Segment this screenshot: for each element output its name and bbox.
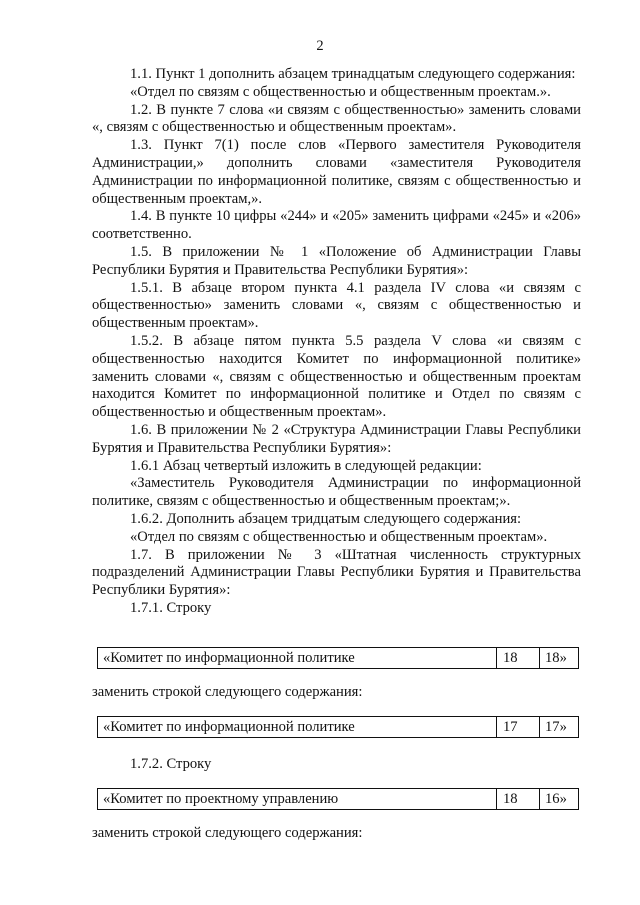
paragraph-1-1: 1.1. Пункт 1 дополнить абзацем тринадцатым следующего содержания: <box>130 66 576 82</box>
table-row <box>97 788 579 810</box>
row-value-cell: 16» <box>545 791 567 807</box>
row-value-cell: 18 <box>497 789 540 809</box>
paragraph-1-7-2: 1.7.2. Строку <box>130 756 212 772</box>
paragraph-1-5: 1.5. В приложении № 1 «Положение об Администрации Главы Республики Бурятия и Правительства Республики Бурятия»: <box>92 243 581 278</box>
row-value-cell: 18 <box>497 648 540 668</box>
row-value-cell: 17 <box>497 717 540 737</box>
table-row <box>97 716 579 738</box>
paragraph-1-6-2-quote: «Отдел по связям с общественностью и общественным проектам». <box>130 528 548 545</box>
row-value-cell: 18» <box>545 650 567 666</box>
table-row <box>97 647 579 669</box>
paragraph-1-3: 1.3. Пункт 7(1) после слов «Первого заместителя Руководителя Администрации,» дополнить словами «заместителя Руководителя Администрации по информационной политике, связям с общественностью и общественным проектам,». <box>92 137 581 207</box>
replace-text: заменить строкой следующего содержания: <box>92 825 363 841</box>
paragraph-1-1-quote: «Отдел по связям с общественностью и общественным проектам.». <box>130 83 551 100</box>
page-number: 2 <box>316 38 324 54</box>
paragraph-1-7: 1.7. В приложении № 3 «Штатная численность структурных подразделений Администрации Главы Республики Бурятия и Правительства Республики Бурятия»: <box>92 546 581 599</box>
replace-text: заменить строкой следующего содержания: <box>92 684 363 700</box>
document-body <box>92 66 581 618</box>
paragraph-1-7-1: 1.7.1. Строку <box>130 599 212 616</box>
row-name-cell: «Комитет по проектному управлению <box>98 789 497 809</box>
paragraph-1-2: 1.2. В пункте 7 слова «и связям с общественностью» заменить словами «, связям с общественностью и общественным проектам». <box>92 101 581 136</box>
row-name-cell: «Комитет по информационной политике <box>98 648 497 668</box>
row-name-cell: «Комитет по информационной политике <box>98 717 497 737</box>
paragraph-1-5-1: 1.5.1. В абзаце втором пункта 4.1 раздела IV слова «и связям с общественностью» заменить словами «, связям с общественностью и общественным проектам». <box>92 279 581 332</box>
paragraph-1-4: 1.4. В пункте 10 цифры «244» и «205» заменить цифрами «245» и «206» соответственно. <box>92 208 581 243</box>
row-value-cell: 17» <box>545 719 567 735</box>
paragraph-1-6-1-quote: «Заместитель Руководителя Администрации по информационной политике, связям с общественностью и общественным проектам;». <box>92 475 581 510</box>
paragraph-1-6: 1.6. В приложении № 2 «Структура Администрации Главы Республики Бурятия и Правительства Республики Бурятия»: <box>92 421 581 456</box>
paragraph-1-5-2: 1.5.2. В абзаце пятом пункта 5.5 раздела V слова «и связям с общественностью находится Комитет по информационной политике» заменить словами «, связям с общественностью и общественным проектам находится Комитет по информационной политике и Отдел по связям с общественностью и общественным проектам». <box>92 332 581 421</box>
paragraph-1-6-2: 1.6.2. Дополнить абзацем тридцатым следующего содержания: <box>130 510 522 527</box>
paragraph-1-6-1: 1.6.1 Абзац четвертый изложить в следующей редакции: <box>130 457 482 474</box>
